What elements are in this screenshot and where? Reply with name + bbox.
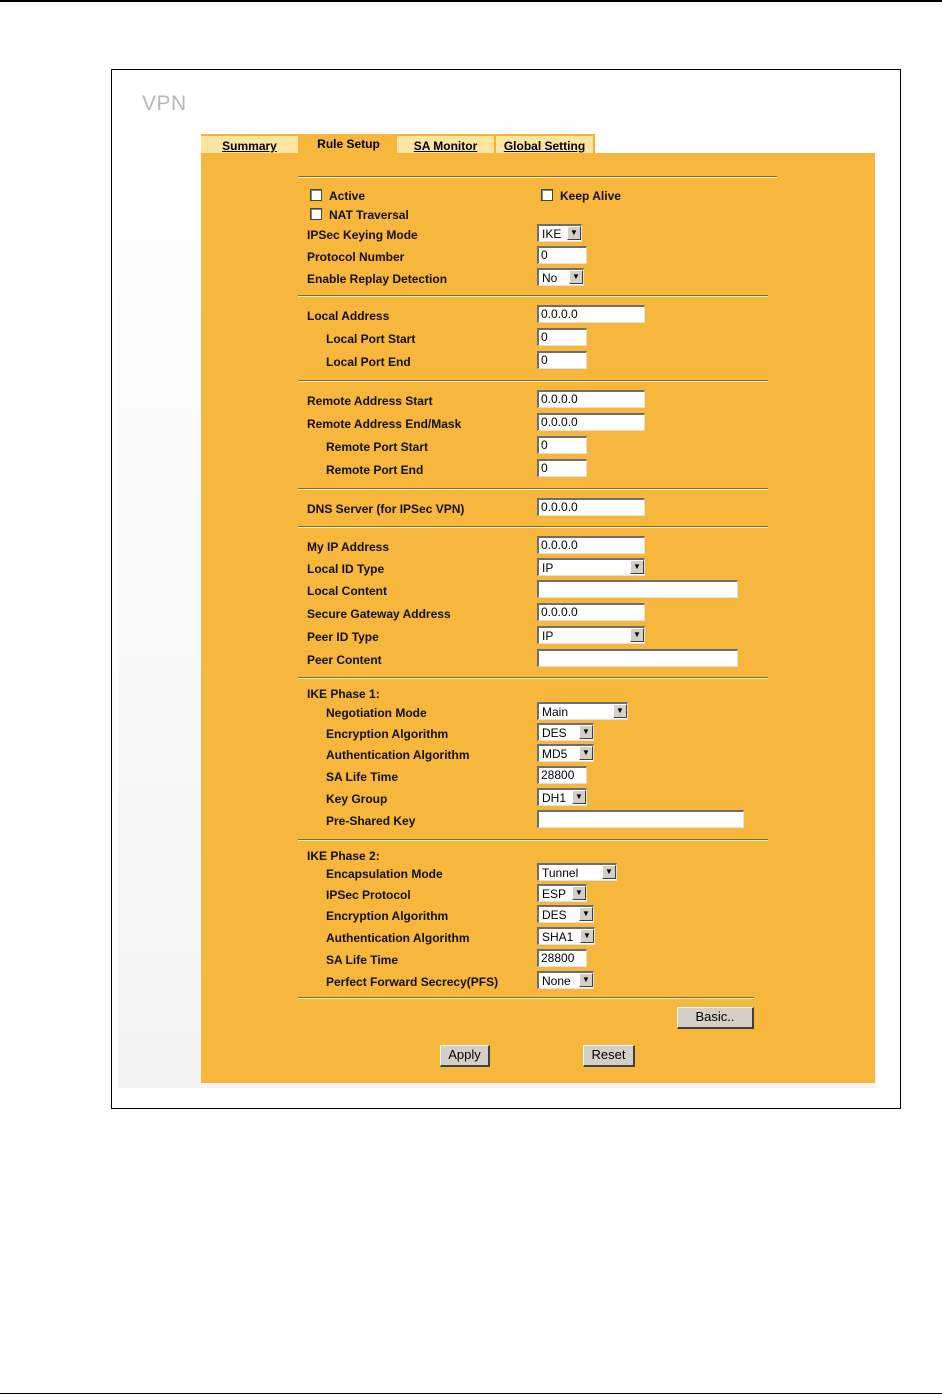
- local-id-type-label: Local ID Type: [307, 562, 385, 576]
- pre-shared-key-input[interactable]: [537, 810, 744, 828]
- pfs-value: None: [542, 974, 571, 988]
- ipsec-protocol-label: IPSec Protocol: [326, 888, 411, 902]
- chevron-down-icon: ▼: [579, 725, 593, 739]
- remote-port-start-label: Remote Port Start: [326, 440, 429, 454]
- reset-button[interactable]: Reset: [583, 1045, 635, 1067]
- chevron-down-icon: ▼: [580, 929, 594, 943]
- divider: [298, 997, 754, 999]
- page-bottom-rule: [0, 1393, 942, 1394]
- p2-authentication-select[interactable]: [537, 927, 595, 945]
- p2-authentication-value: SHA1: [542, 930, 574, 944]
- replay-detection-select[interactable]: [537, 268, 584, 286]
- active-label: Active: [329, 189, 366, 203]
- peer-id-type-select[interactable]: [537, 626, 645, 644]
- encapsulation-mode-value: Tunnel: [542, 866, 579, 880]
- local-address-label: Local Address: [307, 309, 390, 323]
- p1-sa-life-label: SA Life Time: [326, 770, 399, 784]
- page-top-rule: [0, 0, 942, 2]
- my-ip-address-label: My IP Address: [307, 540, 390, 554]
- p2-encryption-value: DES: [542, 908, 567, 922]
- local-content-label: Local Content: [307, 584, 387, 598]
- page-title: VPN: [142, 92, 187, 115]
- p1-sa-life-input[interactable]: 28800: [537, 766, 587, 784]
- chevron-down-icon: ▼: [630, 560, 644, 574]
- remote-address-start-input[interactable]: 0.0.0.0: [537, 390, 645, 408]
- remote-port-end-label: Remote Port End: [326, 463, 424, 477]
- ipsec-keying-mode-value: IKE: [542, 227, 562, 241]
- peer-content-label: Peer Content: [307, 653, 382, 667]
- chevron-down-icon: ▼: [602, 865, 616, 879]
- dns-server-input[interactable]: 0.0.0.0: [537, 498, 645, 516]
- chevron-down-icon: ▼: [567, 226, 581, 240]
- p1-authentication-label: Authentication Algorithm: [326, 748, 470, 762]
- p1-encryption-value: DES: [542, 726, 567, 740]
- p2-sa-life-input[interactable]: 28800: [537, 949, 587, 967]
- negotiation-mode-select[interactable]: [537, 702, 628, 720]
- pre-shared-key-label: Pre-Shared Key: [326, 814, 416, 828]
- p1-encryption-label: Encryption Algorithm: [326, 727, 449, 741]
- ipsec-protocol-value: ESP: [542, 887, 567, 901]
- divider: [298, 677, 768, 679]
- p1-encryption-select[interactable]: [537, 723, 594, 741]
- chevron-down-icon: ▼: [579, 973, 593, 987]
- local-port-start-input[interactable]: 0: [537, 328, 587, 346]
- divider: [298, 176, 777, 178]
- tab-summary[interactable]: Summary: [201, 134, 300, 154]
- key-group-value: DH1: [542, 791, 567, 805]
- pfs-label: Perfect Forward Secrecy(PFS): [326, 975, 499, 989]
- chevron-down-icon: ▼: [579, 907, 593, 921]
- p2-encryption-label: Encryption Algorithm: [326, 909, 449, 923]
- active-checkbox[interactable]: [310, 189, 322, 201]
- secure-gateway-label: Secure Gateway Address: [307, 607, 451, 621]
- key-group-select[interactable]: [537, 788, 587, 806]
- secure-gateway-input[interactable]: 0.0.0.0: [537, 603, 645, 621]
- chevron-down-icon: ▼: [630, 628, 644, 642]
- chevron-down-icon: ▼: [569, 270, 583, 284]
- p1-authentication-select[interactable]: [537, 744, 594, 762]
- chevron-down-icon: ▼: [579, 746, 593, 760]
- tab-global-setting[interactable]: Global Setting: [496, 134, 595, 154]
- encapsulation-mode-select[interactable]: [537, 863, 617, 881]
- local-id-type-value: IP: [542, 561, 554, 575]
- dns-server-label: DNS Server (for IPSec VPN): [307, 502, 465, 516]
- negotiation-mode-label: Negotiation Mode: [326, 706, 427, 720]
- chevron-down-icon: ▼: [572, 790, 586, 804]
- negotiation-mode-value: Main: [542, 705, 569, 719]
- chevron-down-icon: ▼: [572, 886, 586, 900]
- tab-sa-monitor[interactable]: SA Monitor: [397, 134, 496, 154]
- ipsec-keying-mode-label: IPSec Keying Mode: [307, 228, 418, 242]
- local-port-start-label: Local Port Start: [326, 332, 416, 346]
- protocol-number-label: Protocol Number: [307, 250, 405, 264]
- remote-address-end-label: Remote Address End/Mask: [307, 417, 462, 431]
- chevron-down-icon: ▼: [613, 704, 627, 718]
- replay-detection-label: Enable Replay Detection: [307, 272, 448, 286]
- peer-id-type-label: Peer ID Type: [307, 630, 379, 644]
- divider: [298, 295, 768, 297]
- divider: [298, 488, 768, 490]
- nat-traversal-label: NAT Traversal: [329, 208, 409, 222]
- local-id-type-select[interactable]: [537, 558, 645, 576]
- local-content-input[interactable]: [537, 580, 738, 598]
- p2-encryption-select[interactable]: [537, 905, 594, 923]
- apply-button[interactable]: Apply: [440, 1045, 490, 1067]
- remote-port-start-input[interactable]: 0: [537, 436, 587, 454]
- ipsec-keying-mode-select[interactable]: [537, 224, 582, 242]
- p1-authentication-value: MD5: [542, 747, 568, 761]
- basic-button[interactable]: Basic..: [677, 1007, 754, 1029]
- key-group-label: Key Group: [326, 792, 388, 806]
- remote-address-start-label: Remote Address Start: [307, 394, 433, 408]
- keep-alive-label: Keep Alive: [560, 189, 621, 203]
- peer-content-input[interactable]: [537, 649, 738, 667]
- divider: [298, 526, 768, 528]
- divider: [298, 839, 768, 841]
- my-ip-address-input[interactable]: 0.0.0.0: [537, 536, 645, 554]
- local-address-input[interactable]: 0.0.0.0: [537, 305, 645, 323]
- encapsulation-mode-label: Encapsulation Mode: [326, 867, 443, 881]
- tab-bar: [201, 134, 596, 154]
- tab-rule-setup[interactable]: Rule Setup: [300, 134, 397, 154]
- pfs-select[interactable]: [537, 971, 594, 989]
- remote-address-end-input[interactable]: 0.0.0.0: [537, 413, 645, 431]
- local-port-end-input[interactable]: 0: [537, 351, 587, 369]
- p2-authentication-label: Authentication Algorithm: [326, 931, 470, 945]
- ike-phase1-heading: IKE Phase 1:: [307, 687, 380, 701]
- peer-id-type-value: IP: [542, 629, 554, 643]
- ike-phase2-heading: IKE Phase 2:: [307, 849, 380, 863]
- remote-port-end-input[interactable]: 0: [537, 459, 587, 477]
- protocol-number-input[interactable]: 0: [537, 246, 587, 264]
- replay-detection-value: No: [542, 271, 558, 285]
- p2-sa-life-label: SA Life Time: [326, 953, 399, 967]
- nat-traversal-checkbox[interactable]: [310, 208, 322, 220]
- keep-alive-checkbox[interactable]: [541, 189, 553, 201]
- ipsec-protocol-select[interactable]: [537, 884, 587, 902]
- divider: [298, 380, 768, 382]
- local-port-end-label: Local Port End: [326, 355, 411, 369]
